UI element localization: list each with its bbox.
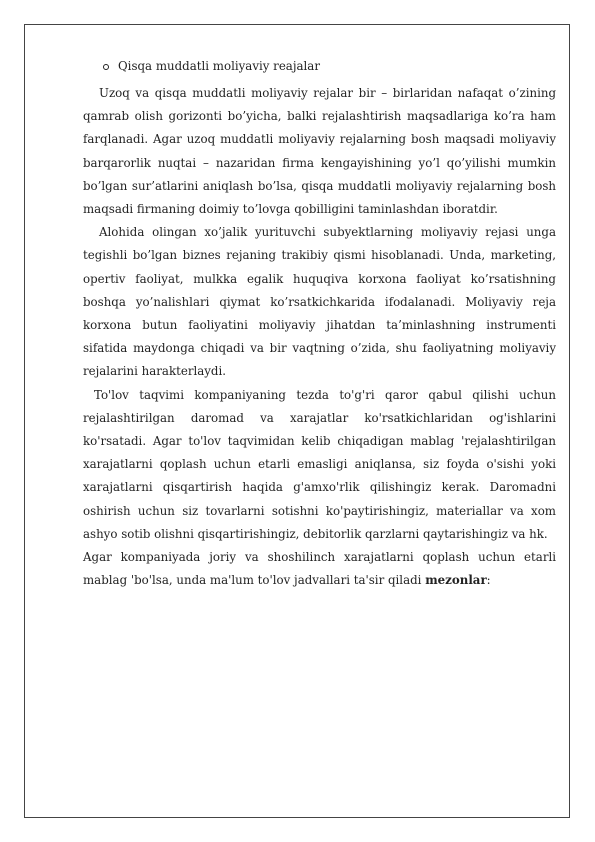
document-body (83, 55, 556, 592)
paragraph-3: To'lov taqvimi kompaniyaning tezda to'g'ri qaror qabul qilishi uchun rejalashtirilgan daromad va xarajatlar ko'rsatkichlaridan og'ishlarini ko'rsatadi. Agar to'lov taqvimidan kelib chiqadigan mablag 'rejalashtirilgan xarajatlarni qoplash uchun etarli emasligi aniqlansa, siz foyda o'sishi yoki xarajatlarni qisqartirish haqida g'amxo'rlik qilishingiz kerak. Daromadni oshirish uchun siz tovarlarni sotishni ko'paytirishingiz, materiallar va xom ashyo sotib olishni qisqartirishingiz, debitorlik qarzlarni qaytarishingiz va hk. (83, 387, 556, 541)
paragraph-1: Uzoq va qisqa muddatli moliyaviy rejalar bir – birlaridan nafaqat o’zining qamrab olish gorizonti bo’yicha, balki rejalashtirish maqsadlariga ko’ra ham farqlanadi. Agar uzoq muddatli moliyaviy rejalarning bosh maqsadi moliyaviy barqarorlik nuqtai – nazaridan firma kengayishining yo’l qo’yilishi mumkin bo’lgan sur’atlarini aniqlash bo’lsa, qisqa muddatli moliyaviy rejalarning bosh maqsadi firmaning doimiy to’lovga qobilligini taminlashdan iboratdir. (83, 86, 556, 217)
circle-bullet-icon (103, 64, 109, 70)
bold-term: mezonlar (425, 573, 487, 588)
paragraph-2: Alohida olingan xo’jalik yurituvchi subyektlarning moliyaviy rejasi unga tegishli bo’lgan biznes rejaning trakibiy qismi hisoblanadi. Unda, marketing, opertiv faoliyat, mulkka egalik huquqiva korxona faoliyat ko’rsatishning boshqa yo’nalishlari qiymat ko’rsatkichkarida ifodalanadi. Moliyaviy reja korxona butun faoliyatini moliyaviy jihatdan ta’minlashning instrumenti sifatida maydonga chiqadi va bir vaqtning o’zida, shu faoliyatning moliyaviy rejalarini harakterlaydi. (83, 225, 556, 379)
paragraph-4-end: : (486, 573, 491, 588)
paragraph-4 (83, 546, 556, 592)
paragraph-4-text: Agar kompaniyada joriy va shoshilinch xarajatlarni qoplash uchun etarli mablag 'bo'lsa, unda ma'lum to'lov jadvallari ta'sir qiladi (83, 550, 556, 588)
bullet-text: Qisqa muddatli moliyaviy reajalar (118, 58, 320, 73)
bullet-item (83, 55, 556, 78)
